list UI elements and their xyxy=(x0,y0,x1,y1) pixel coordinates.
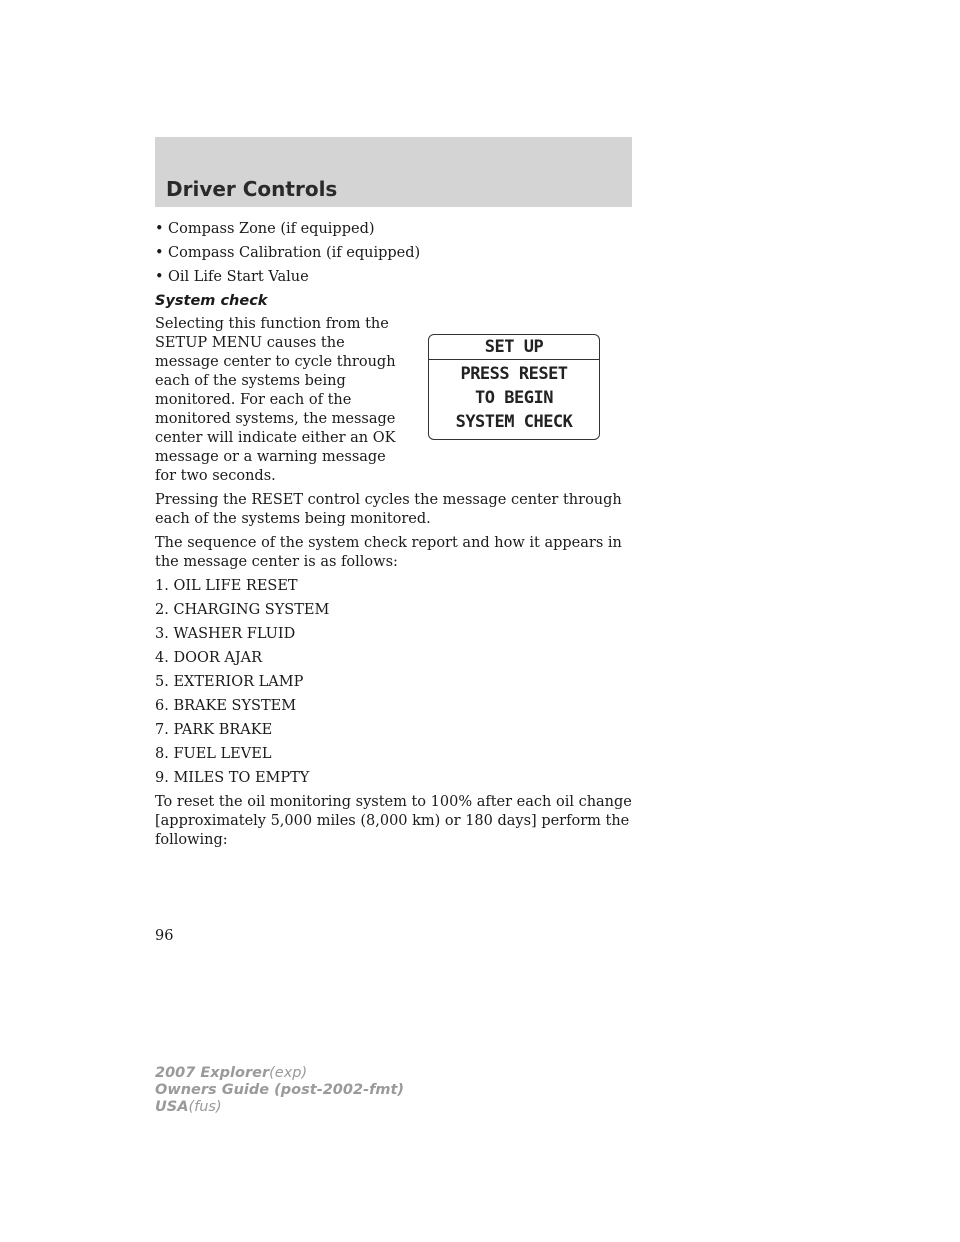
sequence-paragraph: The sequence of the system check report and how it appears in the message center is as follows: xyxy=(155,535,622,570)
system-check-list xyxy=(155,577,635,788)
list-item: 8. FUEL LEVEL xyxy=(155,746,272,762)
list-item: 4. DOOR AJAR xyxy=(155,650,263,666)
bullet-icon: • xyxy=(155,221,164,237)
page-number: 96 xyxy=(155,928,174,944)
list-item: • Compass Zone (if equipped) xyxy=(155,221,375,237)
list-item: 1. OIL LIFE RESET xyxy=(155,578,298,594)
bullet-list xyxy=(155,220,635,287)
bullet-icon: • xyxy=(155,269,164,285)
list-item: 6. BRAKE SYSTEM xyxy=(155,698,297,714)
list-item: • Compass Calibration (if equipped) xyxy=(155,245,421,261)
document-footer xyxy=(155,1065,404,1116)
display-title: SET UP xyxy=(484,337,544,357)
footer-line-3: USA(fus) xyxy=(155,1099,222,1115)
list-item: 3. WASHER FLUID xyxy=(155,626,296,642)
list-item: 9. MILES TO EMPTY xyxy=(155,770,310,786)
intro-paragraph: Selecting this function from the SETUP MENU causes the message center to cycle through each of the systems being monitored. For each of the monitored systems, the message center will indicate either an OK message or a warning message for two seconds. xyxy=(155,316,396,484)
display-divider xyxy=(429,359,599,360)
message-center-display xyxy=(428,334,600,440)
header-band xyxy=(155,137,632,207)
list-item: • Oil Life Start Value xyxy=(155,269,309,285)
oil-reset-paragraph: To reset the oil monitoring system to 100% after each oil change [approximately 5,000 miles (8,000 km) or 180 days] perform the following: xyxy=(155,794,632,848)
footer-line-1: 2007 Explorer(exp) xyxy=(155,1065,308,1081)
display-line-2: TO BEGIN xyxy=(475,388,553,408)
display-line-3: SYSTEM CHECK xyxy=(455,412,573,432)
reset-paragraph: Pressing the RESET control cycles the message center through each of the systems being monitored. xyxy=(155,492,622,527)
list-item: 2. CHARGING SYSTEM xyxy=(155,602,330,618)
page-content xyxy=(155,220,635,855)
bullet-icon: • xyxy=(155,245,164,261)
section-title: Driver Controls xyxy=(166,177,338,201)
display-line-1: PRESS RESET xyxy=(460,364,568,384)
subsection-heading: System check xyxy=(155,293,268,309)
list-item: 5. EXTERIOR LAMP xyxy=(155,674,304,690)
list-item: 7. PARK BRAKE xyxy=(155,722,273,738)
footer-line-2: Owners Guide (post-2002-fmt) xyxy=(155,1082,405,1098)
